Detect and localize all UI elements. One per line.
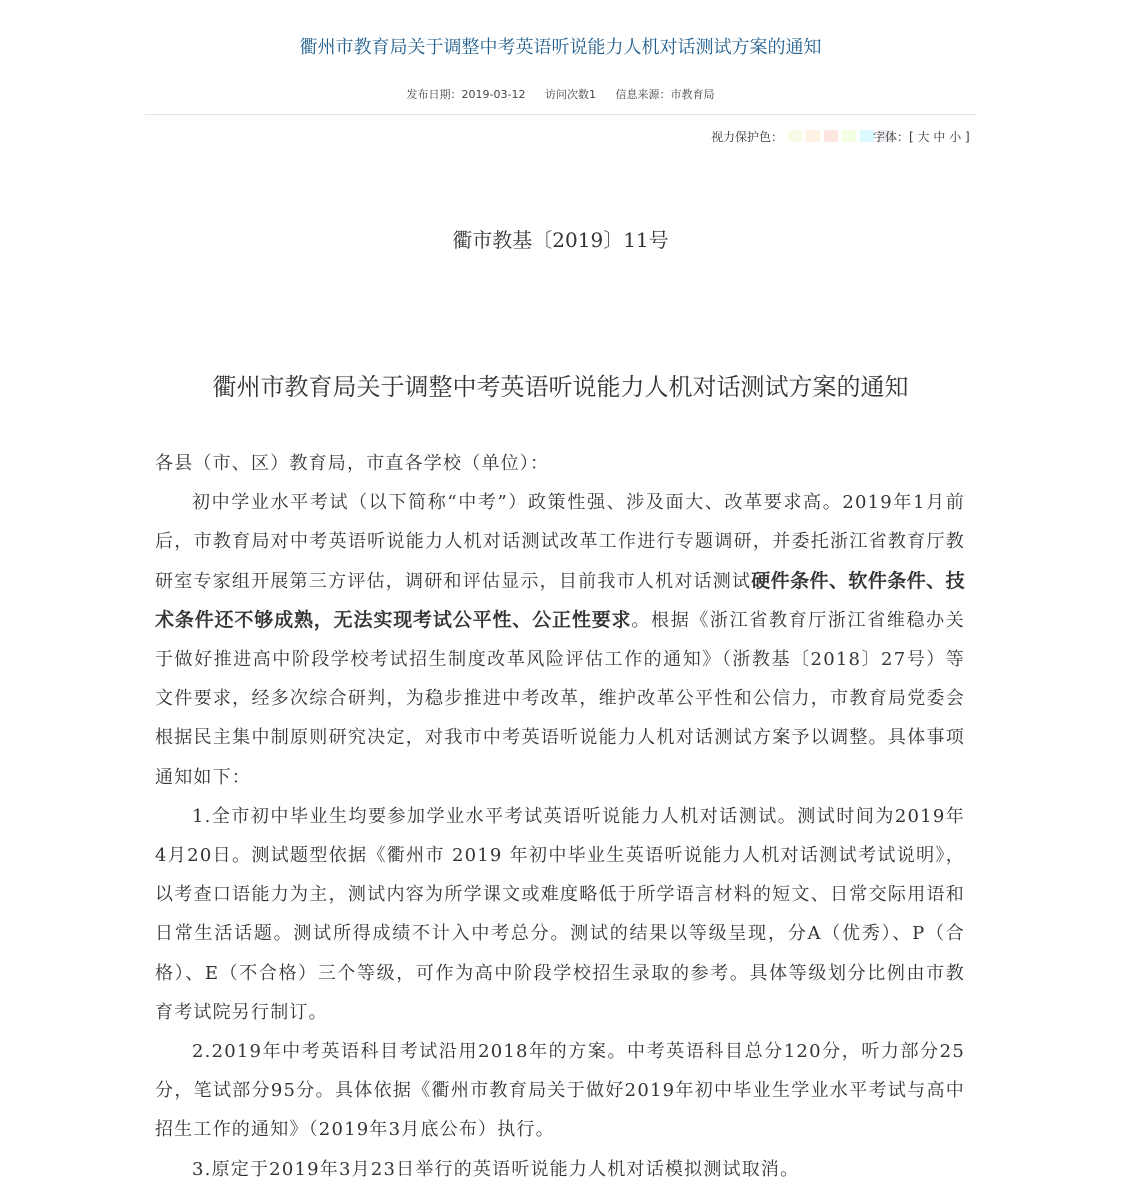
color-swatch[interactable] xyxy=(806,130,820,142)
salutation: 各县（市、区）教育局，市直各学校（单位）： xyxy=(155,453,550,474)
paragraph-intro-bold: 硬件条件、软件条件、技术条件还不够成熟，无法实现考试公平性、公正性要求 xyxy=(155,569,965,631)
paragraph-item-1: 1.全市初中毕业生均要参加学业水平考试英语听说能力人机对话测试。测试时间为2019年4月20日。测试题型依据《衢州市 2019 年初中毕业生英语听说能力人机对话测试考试说明》，以考查口语能力为主，测试内容为所学课文或难度略低于所学语言材料的短文、日常交际用语和日常生活话题。测试所得成绩不计入中考总分。测试的结果以等级呈现，分A（优秀）、P（合格）、E（不合格）三个等级，可作为高中阶段学校招生录取的参考。具体等级划分比例由市教育考试院另行制订。 xyxy=(155,805,965,1023)
color-swatch[interactable] xyxy=(788,130,802,142)
paragraph-intro-part1: 初中学业水平考试（以下简称“中考”）政策性强、涉及面大、改革要求高。2019年1月前后，市教育局对中考英语听说能力人机对话测试改革工作进行专题调研，并委托浙江省教育厅教研室专家组开展第三方评估，调研和评估显示，目前我市人机对话测试 xyxy=(155,492,965,592)
header-divider xyxy=(145,114,977,115)
color-swatch[interactable] xyxy=(842,130,856,142)
document-title: 衢州市教育局关于调整中考英语听说能力人机对话测试方案的通知 xyxy=(212,373,909,401)
paragraph-item-3: 3.原定于2019年3月23日举行的英语听说能力人机对话模拟测试取消。 xyxy=(192,1158,800,1180)
paragraph-item-2: 2.2019年中考英语科目考试沿用2018年的方案。中考英语科目总分120分，听力部分25分，笔试部分95分。具体依据《衢州市教育局关于做好2019年初中毕业生学业水平考试与高中招生工作的通知》（2019年3月底公布）执行。 xyxy=(155,1041,965,1141)
publish-date: 发布日期：2019-03-12 xyxy=(406,88,526,101)
document-body xyxy=(155,444,965,1189)
font-large-button[interactable]: 大 xyxy=(917,130,930,144)
article-meta xyxy=(0,86,1121,102)
paragraph-intro-part2: 。根据《浙江省教育厅浙江省维稳办关于做好推进高中阶段学校考试招生制度改革风险评估工作的通知》（浙教基〔2018〕27号）等文件要求，经多次综合研判，为稳步推进中考改革，维护改革公平性和公信力，市教育局党委会根据民主集中制原则研究决定，对我市中考英语听说能力人机对话测试方案予以调整。具体事项通知如下： xyxy=(155,609,965,788)
article-header-title: 衢州市教育局关于调整中考英语听说能力人机对话测试方案的通知 xyxy=(299,37,822,58)
info-source: 信息来源：市教育局 xyxy=(615,88,715,101)
color-swatch[interactable] xyxy=(860,130,874,142)
eye-protect-label: 视力保护色： xyxy=(711,130,784,144)
font-size-controls xyxy=(873,128,970,145)
paragraph-intro xyxy=(155,483,965,797)
font-label: 字体：[ xyxy=(873,130,914,144)
font-label-close: ] xyxy=(965,130,970,144)
visit-count: 访问次数1 xyxy=(544,88,596,101)
font-medium-button[interactable]: 中 xyxy=(933,130,946,144)
font-small-button[interactable]: 小 xyxy=(949,130,962,144)
color-swatch[interactable] xyxy=(824,130,838,142)
document-number: 衢市教基〔2019〕11号 xyxy=(452,228,669,252)
